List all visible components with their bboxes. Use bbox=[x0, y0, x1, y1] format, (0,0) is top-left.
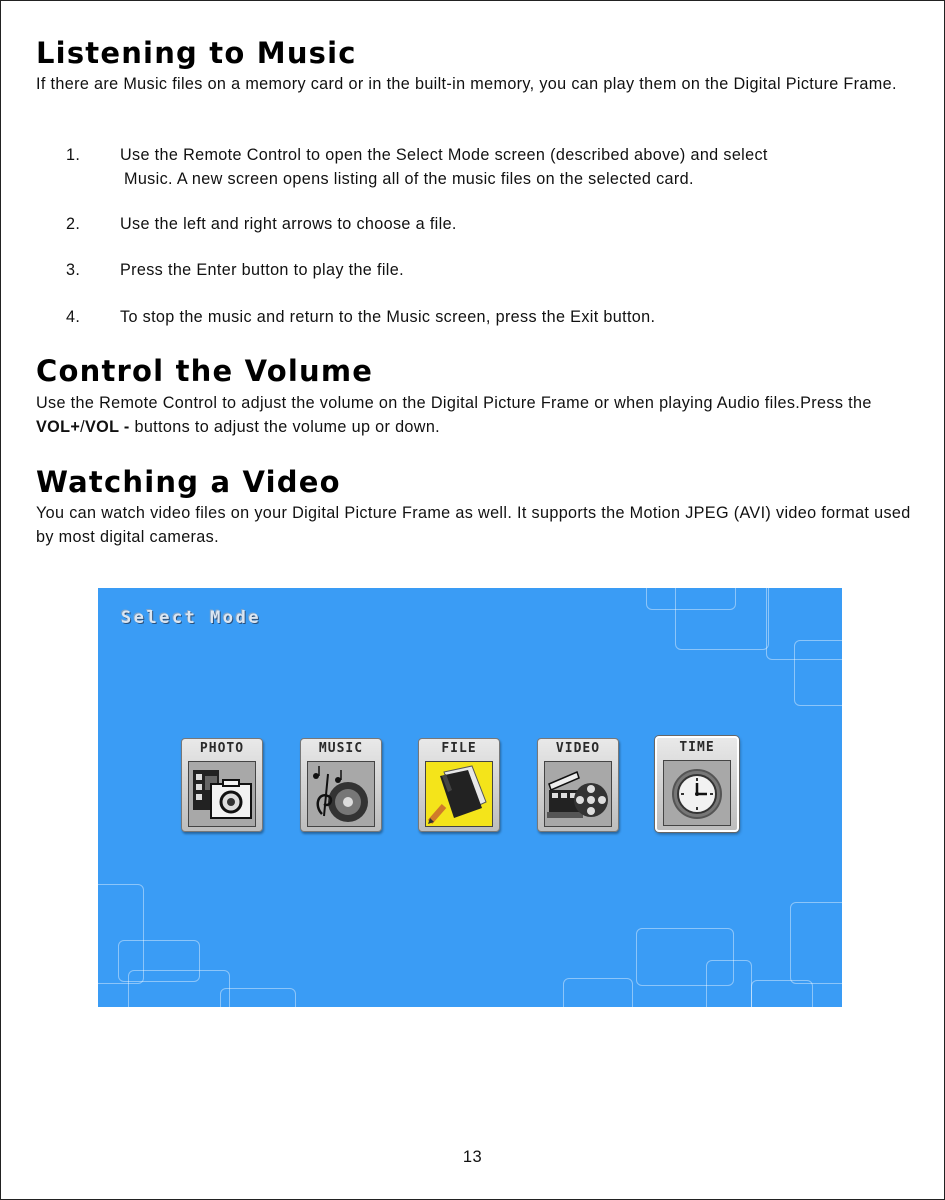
step-text: Press the Enter button to play the file. bbox=[120, 261, 404, 279]
mode-label: MUSIC bbox=[318, 741, 364, 756]
vol-slash: / bbox=[80, 418, 85, 436]
mode-label: PHOTO bbox=[199, 741, 245, 756]
volume-text-after: buttons to adjust the volume up or down. bbox=[129, 418, 441, 436]
step-text: To stop the music and return to the Music screen, press the Exit button. bbox=[120, 308, 656, 326]
vol-plus-label: VOL+ bbox=[36, 418, 81, 436]
video-text: You can watch video files on your Digital Picture Frame as well. It supports the Motion JPEG (AVI) video format used by most digital cameras. bbox=[36, 504, 911, 546]
step-number: 1. bbox=[66, 146, 81, 164]
heading-listening-to-music: Listening to Music bbox=[36, 36, 357, 70]
mode-button-file[interactable] bbox=[418, 738, 500, 832]
photo-camera-icon bbox=[188, 761, 256, 827]
decor-square bbox=[128, 970, 230, 1007]
mode-label: VIDEO bbox=[555, 741, 601, 756]
select-mode-screen bbox=[98, 588, 842, 1007]
vol-minus-label: VOL - bbox=[85, 418, 130, 436]
heading-control-the-volume: Control the Volume bbox=[36, 354, 374, 388]
mode-button-time[interactable] bbox=[655, 736, 739, 832]
folder-icon bbox=[425, 761, 493, 827]
step-number: 4. bbox=[66, 308, 81, 326]
volume-text bbox=[36, 391, 926, 439]
clock-icon bbox=[663, 760, 731, 826]
video-reel-icon bbox=[544, 761, 612, 827]
mode-button-music[interactable] bbox=[300, 738, 382, 832]
select-mode-title: Select Mode bbox=[121, 608, 262, 628]
music-intro: If there are Music files on a memory card or in the built-in memory, you can play them on the Digital Picture Frame. bbox=[36, 75, 897, 93]
mode-button-video[interactable] bbox=[537, 738, 619, 832]
mode-label: TIME bbox=[679, 740, 715, 755]
decor-square bbox=[675, 588, 769, 650]
decor-square bbox=[706, 960, 752, 1007]
step-number: 3. bbox=[66, 261, 81, 279]
decor-square bbox=[751, 980, 813, 1007]
step-text: Use the Remote Control to open the Select Mode screen (described above) and select bbox=[120, 146, 768, 164]
step-text-continued: Music. A new screen opens listing all of the music files on the selected card. bbox=[124, 170, 694, 188]
heading-watching-a-video: Watching a Video bbox=[36, 465, 341, 499]
step-number: 2. bbox=[66, 215, 81, 233]
volume-text-before: Use the Remote Control to adjust the volume on the Digital Picture Frame or when playing Audio files.Press the bbox=[36, 394, 872, 412]
decor-square bbox=[790, 902, 842, 984]
decor-square bbox=[220, 988, 296, 1007]
decor-square bbox=[794, 640, 842, 706]
music-disc-icon bbox=[307, 761, 375, 827]
step-text: Use the left and right arrows to choose a file. bbox=[120, 215, 457, 233]
decor-square bbox=[563, 978, 633, 1007]
mode-button-photo[interactable] bbox=[181, 738, 263, 832]
mode-label: FILE bbox=[441, 741, 477, 756]
page-number: 13 bbox=[462, 1148, 483, 1166]
